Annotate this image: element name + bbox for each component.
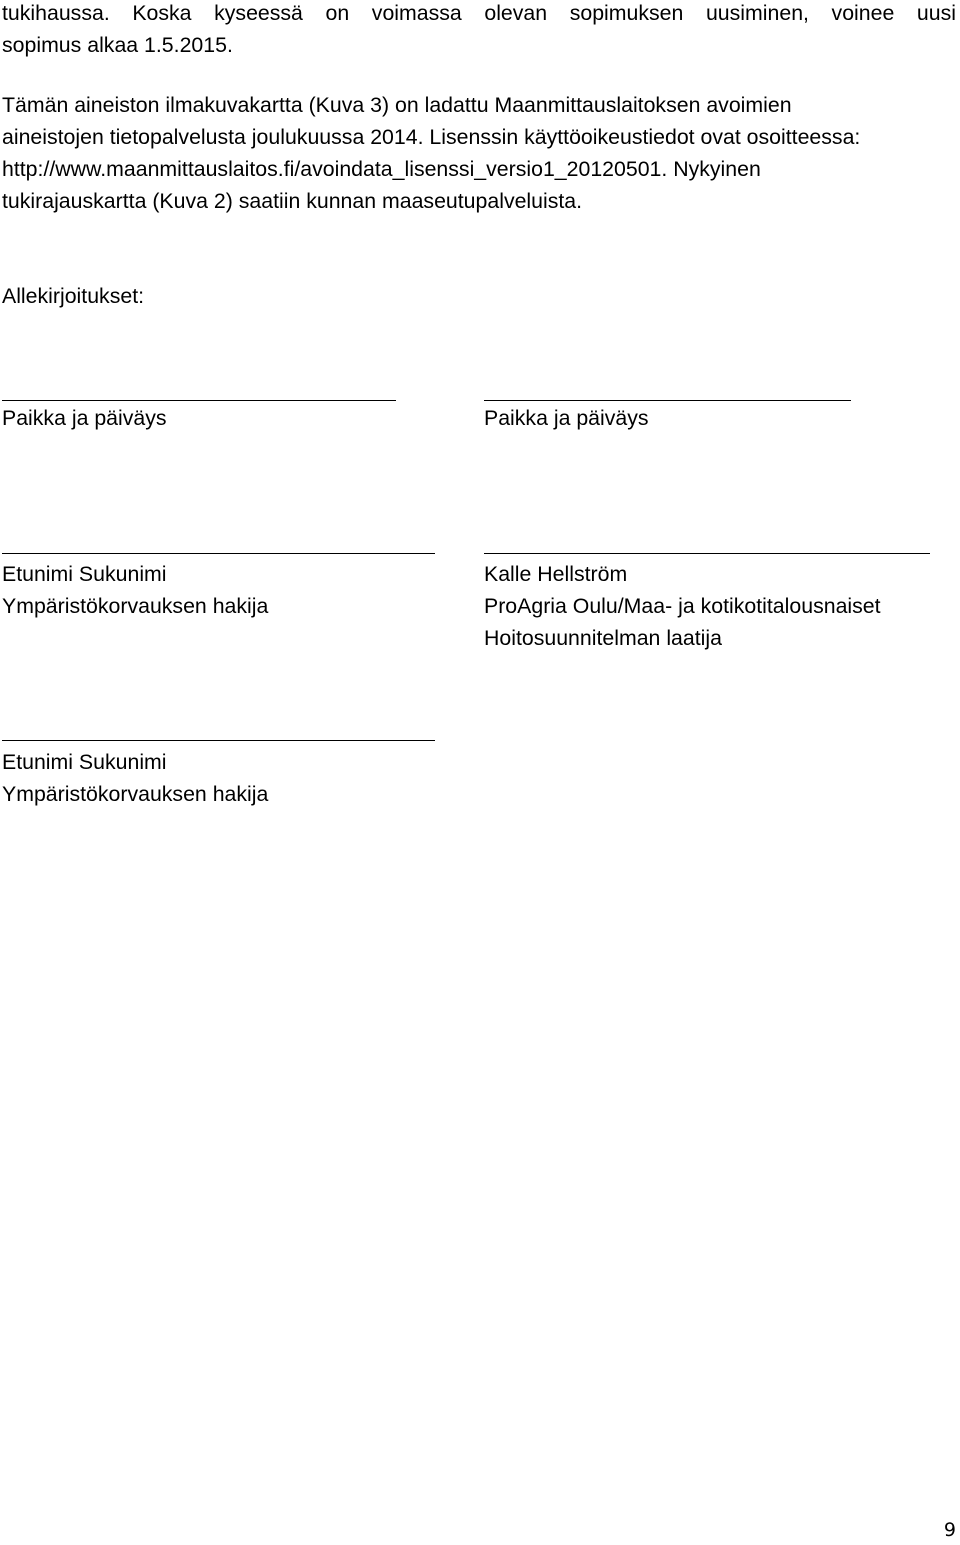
paragraph-line: sopimus alkaa 1.5.2015.	[2, 33, 233, 57]
signature-line-plan-author	[484, 553, 930, 554]
paragraph-line: http://www.maanmittauslaitos.fi/avoindata_lisenssi_versio1_20120501. Nykyinen	[2, 157, 761, 181]
paragraph-line: tukihaussa. Koska kyseessä on voimassa olevan sopimuksen uusiminen, voinee uusi	[2, 1, 956, 25]
signer-role: Hoitosuunnitelman laatija	[484, 626, 722, 650]
signature-line-second-applicant	[2, 740, 435, 741]
signer-role: Ympäristökorvauksen hakija	[2, 594, 269, 618]
signature-line-place-date-right	[484, 400, 851, 401]
paragraph-line: tukirajauskartta (Kuva 2) saatiin kunnan maaseutupalveluista.	[2, 189, 583, 213]
signer-name: Etunimi Sukunimi	[2, 750, 167, 774]
paragraph-line: aineistojen tietopalvelusta joulukuussa 2014. Lisenssin käyttöoikeustiedot ovat osoitteessa:	[2, 125, 861, 149]
signer-role: Ympäristökorvauksen hakija	[2, 782, 269, 806]
paragraph-aerial-map-source	[2, 89, 956, 217]
signer-organization: ProAgria Oulu/Maa- ja kotikotitalousnaiset	[484, 594, 881, 618]
signer-name: Kalle Hellström	[484, 562, 628, 586]
signatures-heading: Allekirjoitukset:	[2, 284, 145, 308]
paragraph-application-renewal	[2, 0, 956, 61]
signature-line-place-date-left	[2, 400, 396, 401]
page-number: 9	[943, 1519, 956, 1541]
place-date-label-left: Paikka ja päiväys	[2, 406, 167, 430]
paragraph-line: Tämän aineiston ilmakuvakartta (Kuva 3) on ladattu Maanmittauslaitoksen avoimien	[2, 93, 792, 117]
signer-name: Etunimi Sukunimi	[2, 562, 167, 586]
place-date-label-right: Paikka ja päiväys	[484, 406, 649, 430]
signature-line-applicant	[2, 553, 435, 554]
